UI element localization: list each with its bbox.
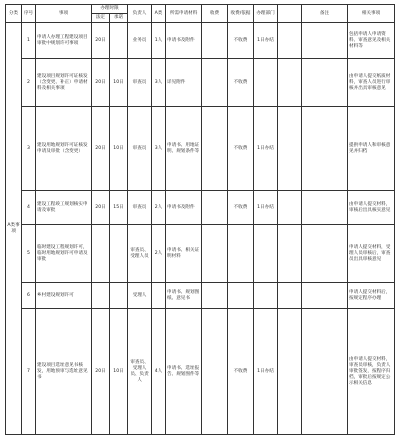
row-remark: [302, 107, 348, 191]
row-number: 5: [22, 225, 36, 283]
row-fee: [202, 283, 228, 309]
row-promise-limit: [110, 225, 128, 283]
row-material: 申请书、用地证明、规划条件等: [166, 107, 202, 191]
row-fee: [202, 191, 228, 225]
header-fee: 收费: [202, 5, 228, 23]
row-fee: [202, 107, 228, 191]
row-dept: [254, 283, 278, 309]
row-note: [278, 23, 302, 59]
row-basis: 不收费: [228, 309, 254, 435]
row-remark: [302, 225, 348, 283]
row-item: 乡村建设规划许可: [36, 283, 92, 309]
row-agency: 3人: [152, 59, 166, 107]
category-cell: A类事项: [6, 23, 22, 435]
row-remark: [302, 191, 348, 225]
table-row: [6, 59, 395, 107]
header-agency: A类: [152, 5, 166, 23]
row-agency: 2人: [152, 191, 166, 225]
row-number: 3: [22, 107, 36, 191]
row-person: 审查员: [128, 59, 152, 107]
row-fee: [202, 309, 228, 435]
row-note: [278, 107, 302, 191]
table-header-row: [6, 5, 395, 14]
row-extra: 由申请人提交材料，审查员审核，负责人审批签发，按程序归档，审批后按规定公示相关信息: [348, 309, 395, 435]
table-row: [6, 107, 395, 191]
header-material: 所需申请材料: [166, 5, 202, 23]
row-dept: 1日办结: [254, 309, 278, 435]
row-promise-limit: 15日: [110, 191, 128, 225]
header-basis: 收费/依据: [228, 5, 254, 23]
row-legal-limit: 20日: [92, 191, 110, 225]
service-table: [5, 4, 395, 435]
row-fee: [202, 225, 228, 283]
row-dept: [254, 225, 278, 283]
row-legal-limit: 20日: [92, 309, 110, 435]
row-basis: [228, 225, 254, 283]
row-item: 临时建设工程规划许可，临时用地规划许可申请及审批: [36, 225, 92, 283]
table-row: [6, 309, 395, 435]
row-item: 申请人办理工程建设项目审批中规划许可事项: [36, 23, 92, 59]
header-legal: 法定: [92, 14, 110, 23]
header-limit-group: 办理时限: [92, 5, 128, 14]
header-remark: 备注: [302, 5, 348, 23]
row-extra: 由申请人提交纸质材料，审查人员进行审核并出具审核意见: [348, 59, 395, 107]
table-body: [6, 23, 395, 435]
row-remark: [302, 309, 348, 435]
header-dept: 办理部门: [254, 5, 278, 23]
header-item: 事项: [36, 5, 92, 23]
row-dept: [254, 59, 278, 107]
row-person: 业务员: [128, 23, 152, 59]
row-material: 申请书、选址报告、规划图件等: [166, 309, 202, 435]
row-material: 详见附件: [166, 59, 202, 107]
row-person: 审查员、受理人员: [128, 225, 152, 283]
row-basis: 不收费: [228, 191, 254, 225]
row-remark: [302, 59, 348, 107]
row-promise-limit: 10日: [110, 107, 128, 191]
row-remark: [302, 23, 348, 59]
header-note: [278, 5, 302, 23]
row-note: [278, 225, 302, 283]
row-note: [278, 59, 302, 107]
header-person: 负责人: [128, 5, 152, 23]
row-agency: 3人: [152, 107, 166, 191]
row-number: 4: [22, 191, 36, 225]
row-extra: 包括申请人申请资料、审查意见及相关材料等: [348, 23, 395, 59]
row-note: [278, 191, 302, 225]
row-basis: 不收费: [228, 59, 254, 107]
header-category: 分类: [6, 5, 22, 23]
row-item: 建设项目规划许可证核发（含变更、补正）申请材料及相关事项: [36, 59, 92, 107]
row-extra: 由申请人提交材料，审核后出具核实意见: [348, 191, 395, 225]
table-row: [6, 225, 395, 283]
row-extra: 申请人提交材料，受理人员审核后，审查员出具审核意见: [348, 225, 395, 283]
row-dept: 1日办结: [254, 191, 278, 225]
row-legal-limit: 20日: [92, 107, 110, 191]
row-dept: 1日办结: [254, 23, 278, 59]
header-number: 序号: [22, 5, 36, 23]
table-row: [6, 191, 395, 225]
row-promise-limit: [110, 283, 128, 309]
row-legal-limit: [92, 225, 110, 283]
header-promise: 承诺: [110, 14, 128, 23]
row-item: 建设工程竣工规划核实申请及审批: [36, 191, 92, 225]
row-item: 建设项目选址意见书核发，用地预审与选址意见书: [36, 309, 92, 435]
row-basis: [228, 283, 254, 309]
row-fee: [202, 59, 228, 107]
table-row: [6, 23, 395, 59]
row-promise-limit: 10日: [110, 309, 128, 435]
row-fee: [202, 23, 228, 59]
row-agency: [152, 283, 166, 309]
row-item: 建设用地规划许可证核发申请及审批（含变更）: [36, 107, 92, 191]
row-legal-limit: [92, 283, 110, 309]
row-material: 申请书及附件: [166, 23, 202, 59]
row-agency: 1人: [152, 23, 166, 59]
row-agency: 4人: [152, 309, 166, 435]
row-number: 7: [22, 309, 36, 435]
row-basis: 不收费: [228, 23, 254, 59]
row-number: 2: [22, 59, 36, 107]
row-material: 申请书及附件: [166, 191, 202, 225]
row-person: 审查员、受理人员、负责人: [128, 309, 152, 435]
row-note: [278, 283, 302, 309]
row-number: 6: [22, 283, 36, 309]
row-material: 申请书、规划图纸、意见书: [166, 283, 202, 309]
row-note: [278, 309, 302, 435]
table-row: [6, 283, 395, 309]
row-dept: 1日办结: [254, 107, 278, 191]
row-basis: 不收费: [228, 107, 254, 191]
row-number: 1: [22, 23, 36, 59]
row-person: 审查员: [128, 191, 152, 225]
header-extra: 相关事项: [348, 5, 395, 23]
row-material: 申请书、相关证明材料: [166, 225, 202, 283]
row-remark: [302, 283, 348, 309]
row-extra: 提供申请人和审核意见并归档: [348, 107, 395, 191]
row-agency: 2人: [152, 225, 166, 283]
row-extra: 申请人提交材料后，按规定程序办理: [348, 283, 395, 309]
row-person: 审查员: [128, 107, 152, 191]
row-promise-limit: [110, 23, 128, 59]
row-promise-limit: 10日: [110, 59, 128, 107]
row-legal-limit: 20日: [92, 59, 110, 107]
row-person: 受理人: [128, 283, 152, 309]
row-legal-limit: 20日: [92, 23, 110, 59]
